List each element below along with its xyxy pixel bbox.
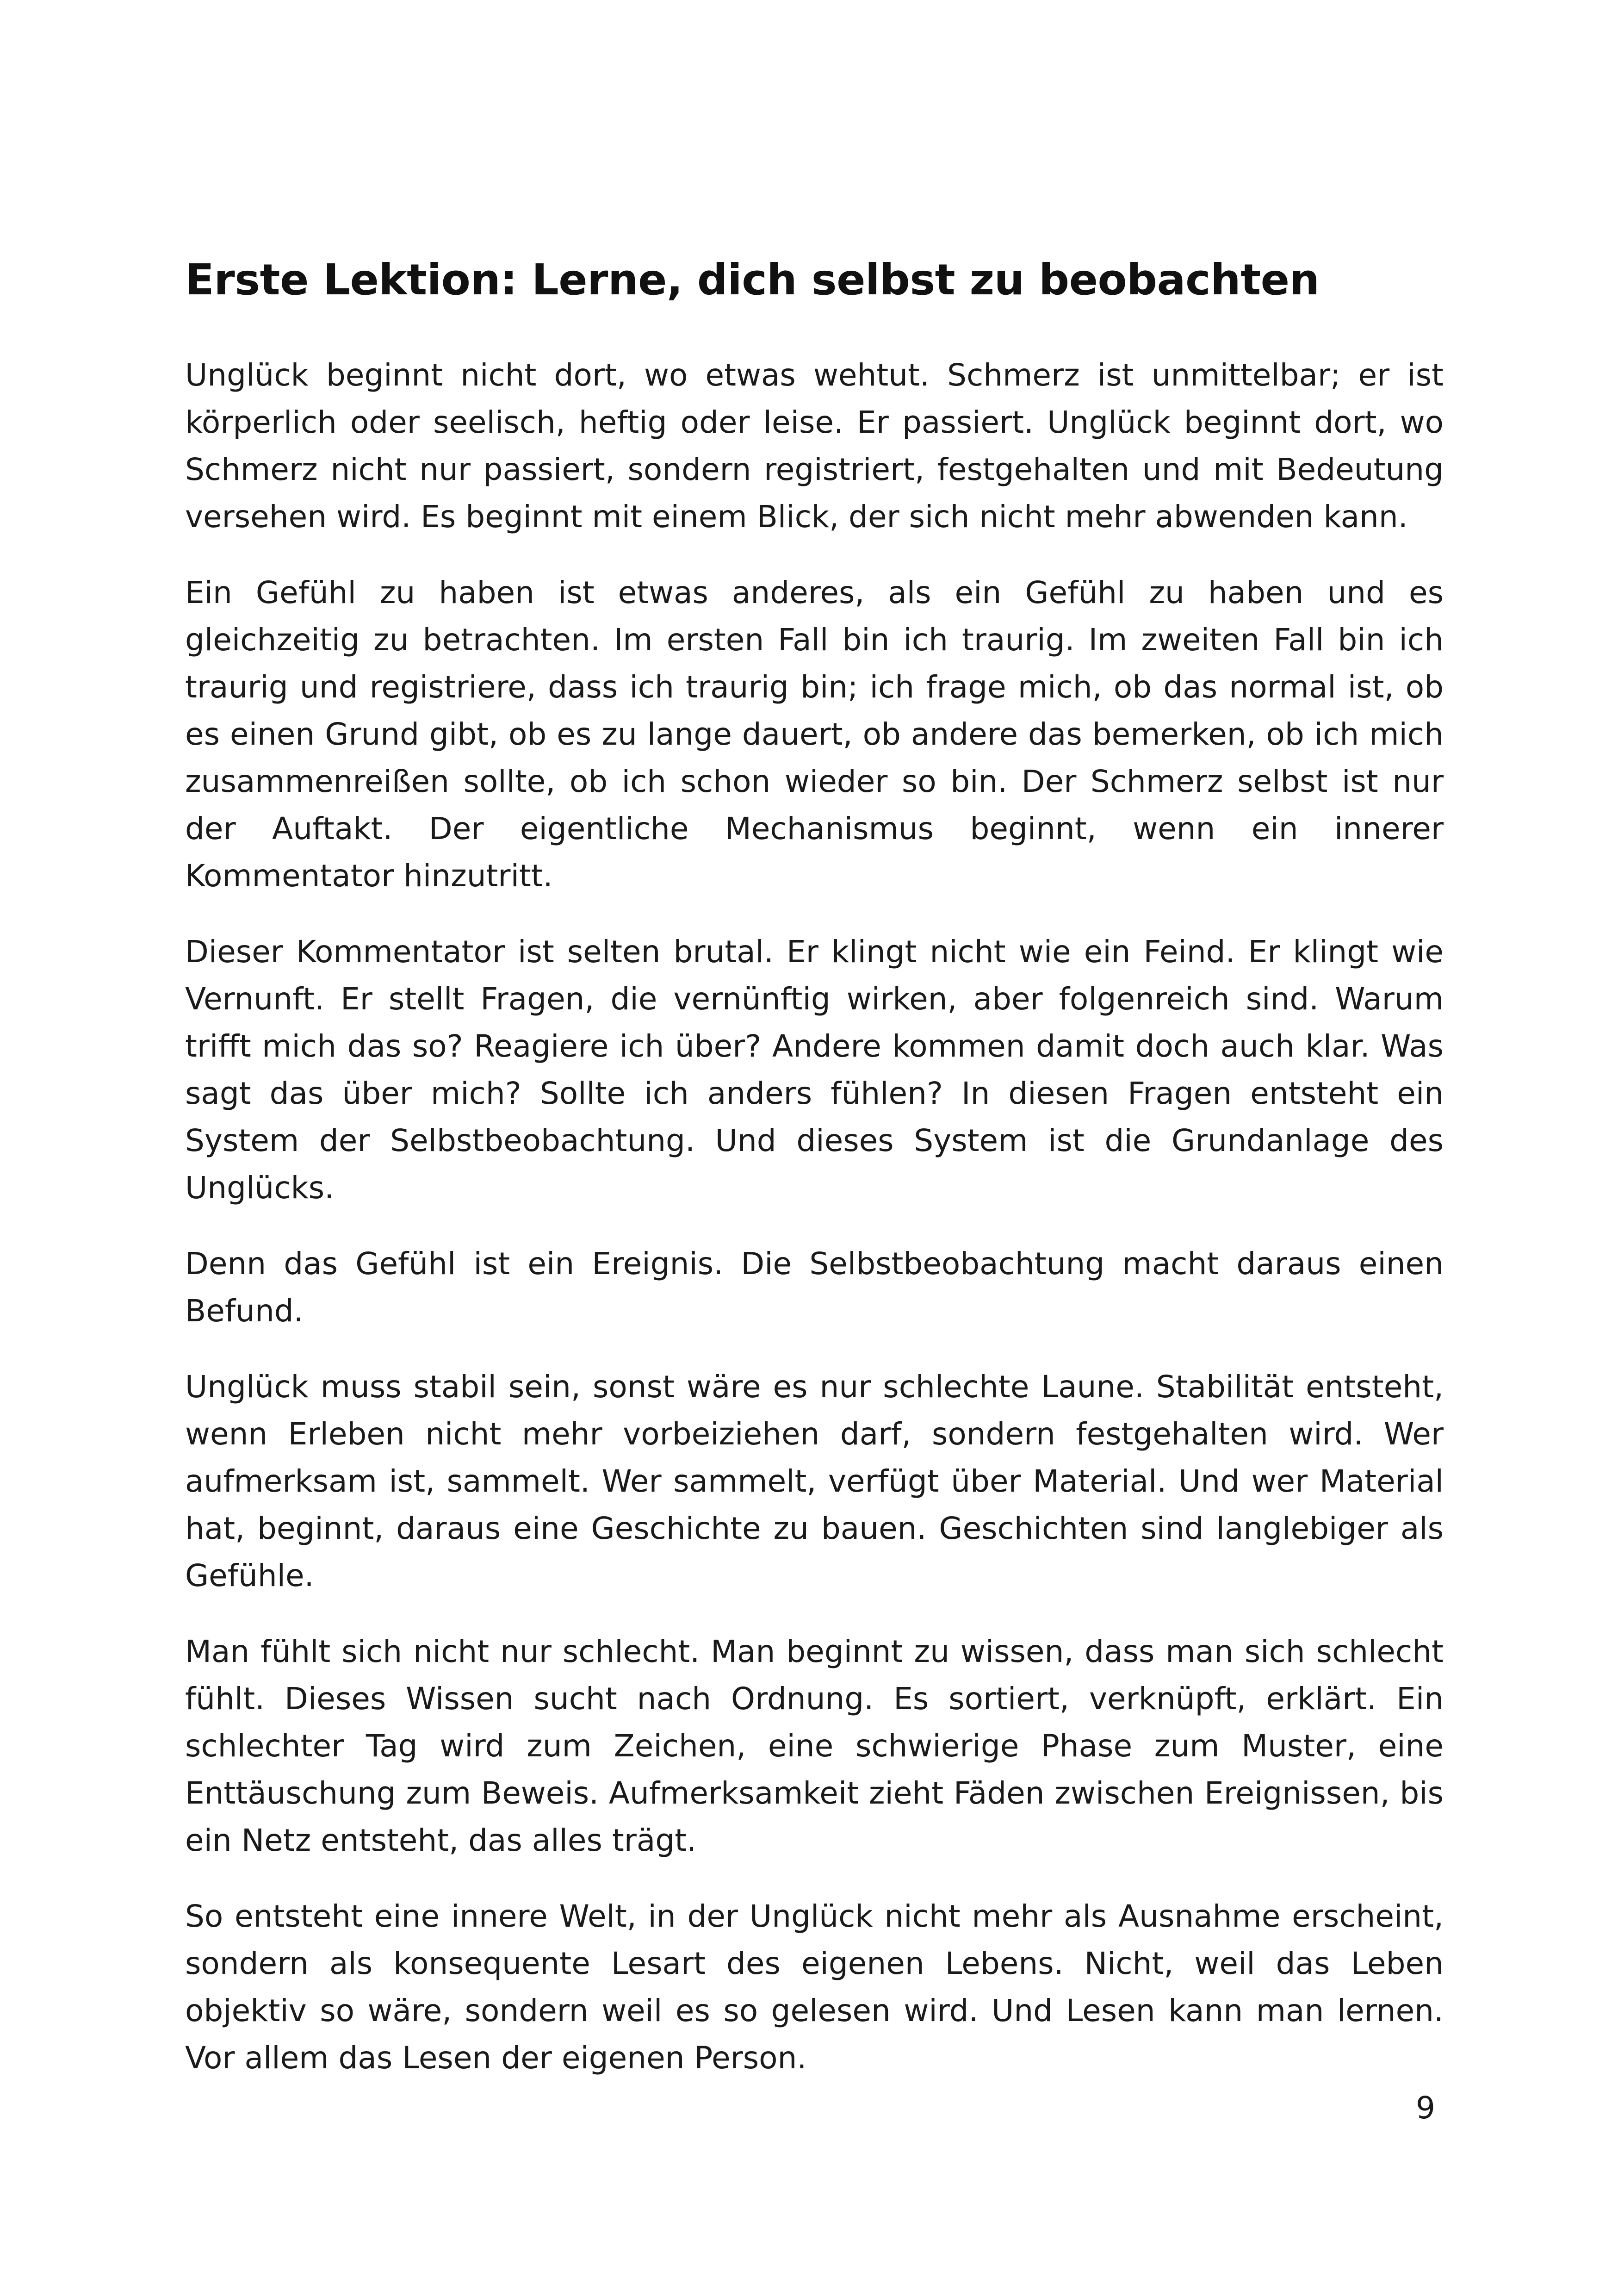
paragraph-4: Denn das Gefühl ist ein Ereignis. Die Selbstbeobachtung macht daraus einen Befund. <box>185 1246 1444 1329</box>
paragraph-2: Ein Gefühl zu haben ist etwas anderes, als ein Gefühl zu haben und es gleichzeitig zu betrachten. Im ersten Fall bin ich traurig. Im zweiten Fall bin ich traurig und registriere, dass ich traurig bin; ich frage mich, ob das normal ist, ob es einen Grund gibt, ob es zu lange dauert, ob andere das bemerken, ob ich mich zusammenreißen sollte, ob ich schon wieder so bin. Der Schmerz selbst ist nur der Auftakt. Der eigentliche Mechanismus beginnt, wenn ein innerer Kommentator hinzutritt. <box>185 575 1444 894</box>
paragraph-3: Dieser Kommentator ist selten brutal. Er klingt nicht wie ein Feind. Er klingt wie Vernunft. Er stellt Fragen, die vernünftig wirken, aber folgenreich sind. Warum trifft mich das so? Reagiere ich über? Andere kommen damit doch auch klar. Was sagt das über mich? Sollte ich anders fühlen? In diesen Fragen entsteht ein System der Selbstbeobachtung. Und dieses System ist die Grundanlage des Unglücks. <box>185 934 1444 1206</box>
paragraph-6: Man fühlt sich nicht nur schlecht. Man beginnt zu wissen, dass man sich schlecht fühlt. Dieses Wissen sucht nach Ordnung. Es sortiert, verknüpft, erklärt. Ein schlechter Tag wird zum Zeichen, eine schwierige Phase zum Muster, eine Enttäuschung zum Beweis. Aufmerksamkeit zieht Fäden zwischen Ereignissen, bis ein Netz entsteht, das alles trägt. <box>185 1634 1444 1858</box>
chapter-body <box>185 352 1444 2110</box>
paragraph-7: So entsteht eine innere Welt, in der Unglück nicht mehr als Ausnahme erscheint, sondern als konsequente Lesart des eigenen Lebens. Nicht, weil das Leben objektiv so wäre, sondern weil es so gelesen wird. Und Lesen kann man lernen. Vor allem das Lesen der eigenen Person. <box>185 1898 1444 2076</box>
chapter-title: Erste Lektion: Lerne, dich selbst zu beobachten <box>185 255 1320 305</box>
page-number: 9 <box>1416 2090 1435 2126</box>
paragraph-1: Unglück beginnt nicht dort, wo etwas wehtut. Schmerz ist unmittelbar; er ist körperlich oder seelisch, heftig oder leise. Er passiert. Unglück beginnt dort, wo Schmerz nicht nur passiert, sondern registriert, festgehalten und mit Bedeutung versehen wird. Es beginnt mit einem Blick, der sich nicht mehr abwenden kann. <box>185 357 1444 535</box>
paragraph-5: Unglück muss stabil sein, sonst wäre es nur schlechte Laune. Stabilität entsteht, wenn Erleben nicht mehr vorbeiziehen darf, sondern festgehalten wird. Wer aufmerksam ist, sammelt. Wer sammelt, verfügt über Material. Und wer Material hat, beginnt, daraus eine Geschichte zu bauen. Geschichten sind langlebiger als Gefühle. <box>185 1369 1444 1593</box>
